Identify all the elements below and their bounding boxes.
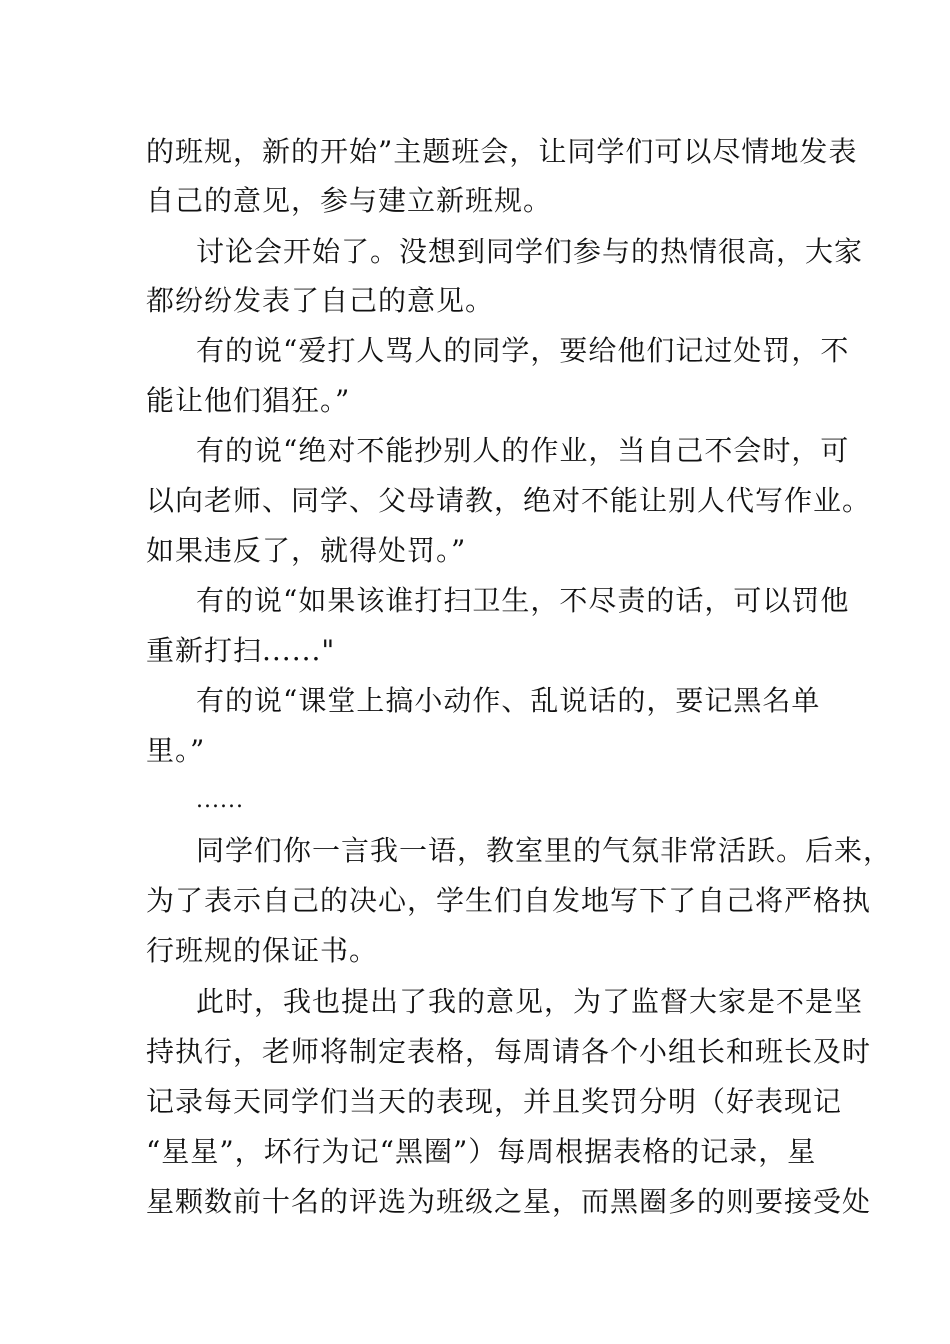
text-line: 有的说“绝对不能抄别人的作业，当自己不会时，可 (196, 434, 850, 467)
text-line: 有的说“如果该谁打扫卫生，不尽责的话，可以罚他 (196, 584, 850, 617)
text-line: 的班规，新的开始”主题班会，让同学们可以尽情地发表 (146, 135, 858, 168)
text-line: 同学们你一言我一语，教室里的气氛非常活跃。后来， (196, 834, 893, 867)
text-line: 有的说“爱打人骂人的同学，要给他们记过处罚，不 (196, 334, 850, 367)
text-line: 行班规的保证书。 (146, 934, 379, 967)
text-line: 都纷纷发表了自己的意见。 (146, 284, 495, 317)
text-line: 里。” (146, 734, 206, 767)
text-line: 星颗数前十名的评选为班级之星，而黑圈多的则要接受处 (146, 1185, 872, 1218)
text-line: “星星”，坏行为记“黑圈”）每周根据表格的记录，星 (146, 1135, 817, 1168)
text-line: 讨论会开始了。没想到同学们参与的热情很高，大家 (196, 235, 864, 268)
ellipsis-line: ...... (196, 788, 244, 813)
text-line: 以向老师、同学、父母请教，绝对不能让别人代写作业。 (146, 484, 872, 517)
text-line: 记录每天同学们当天的表现，并且奖罚分明（好表现记 (146, 1085, 843, 1118)
text-line: 能让他们猖狂。” (146, 384, 351, 417)
text-line: 为了表示自己的决心，学生们自发地写下了自己将严格执 (146, 884, 872, 917)
text-line: 持执行，老师将制定表格，每周请各个小组长和班长及时 (146, 1035, 872, 1068)
text-line: 此时，我也提出了我的意见，为了监督大家是不是坚 (196, 985, 864, 1018)
text-line: 有的说“课堂上搞小动作、乱说话的，要记黑名单 (196, 684, 821, 717)
text-line: 自己的意见，参与建立新班规。 (146, 184, 553, 217)
text-line: 重新打扫......" (146, 634, 336, 667)
text-line: 如果违反了，就得处罚。” (146, 534, 467, 567)
